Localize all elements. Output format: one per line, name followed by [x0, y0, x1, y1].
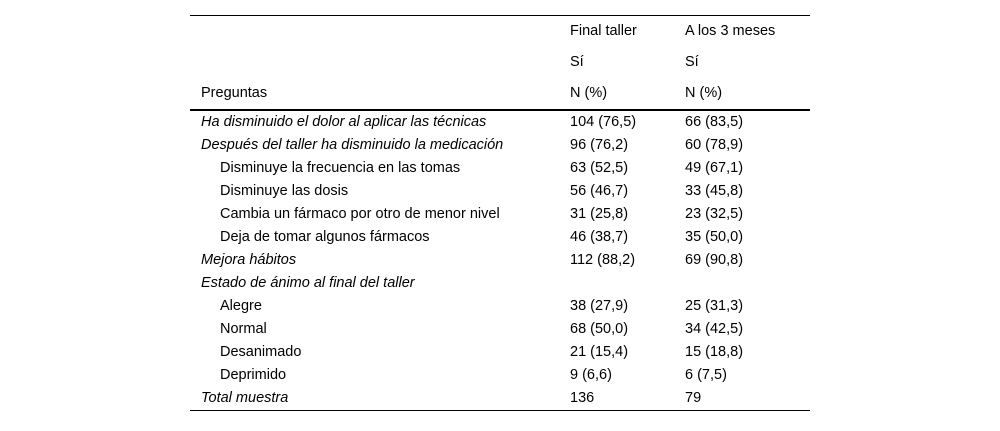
row-value-meses: [685, 272, 810, 295]
header-row-periods: [190, 16, 810, 48]
row-value-meses: 23 (32,5): [685, 206, 744, 222]
header-preguntas: Preguntas: [190, 78, 570, 110]
row-value-meses: 66 (83,5): [685, 114, 744, 130]
row-label: Total muestra: [190, 387, 570, 411]
table-row: [190, 364, 810, 387]
table-row: [190, 134, 810, 157]
row-value-meses: 35 (50,0): [685, 229, 744, 245]
row-label: Deprimido: [220, 367, 287, 383]
row-label: Disminuye la frecuencia en las tomas: [220, 160, 461, 176]
row-label: Deja de tomar algunos fármacos: [220, 229, 430, 245]
table-row: [190, 110, 810, 134]
table-row: [190, 180, 810, 203]
row-label: Ha disminuido el dolor al aplicar las técnicas: [201, 114, 487, 130]
row-value-final: 9 (6,6): [570, 367, 612, 383]
row-value-meses: 34 (42,5): [685, 321, 744, 337]
row-value-meses: 33 (45,8): [685, 183, 744, 199]
table-row: [190, 295, 810, 318]
header-si-final: Sí: [570, 54, 584, 70]
row-value-final: 56 (46,7): [570, 183, 629, 199]
row-value-meses: 6 (7,5): [685, 367, 727, 383]
header-final-taller: Final taller: [570, 16, 685, 48]
header-n-final: N (%): [570, 78, 685, 110]
row-value-final: 46 (38,7): [570, 229, 629, 245]
row-label: Estado de ánimo al final del taller: [201, 275, 415, 291]
row-label: Desanimado: [220, 344, 302, 360]
row-value-meses: 69 (90,8): [685, 252, 744, 268]
header-empty-cell: [190, 16, 570, 48]
table-row: [190, 318, 810, 341]
results-table: [190, 15, 810, 411]
row-label: Cambia un fármaco por otro de menor nivel: [220, 206, 500, 222]
row-value-final: 96 (76,2): [570, 137, 629, 153]
row-value-final: 136: [570, 387, 685, 411]
row-value-final: [570, 272, 685, 295]
row-value-meses: 60 (78,9): [685, 137, 744, 153]
table-row: [190, 249, 810, 272]
row-value-final: 21 (15,4): [570, 344, 629, 360]
table-header: [190, 16, 810, 111]
row-label: Disminuye las dosis: [220, 183, 349, 199]
row-value-final: 38 (27,9): [570, 298, 629, 314]
header-n-meses: N (%): [685, 78, 810, 110]
results-table-container: [190, 15, 810, 411]
table-row-total: [190, 387, 810, 411]
table-row: [190, 226, 810, 249]
header-row-units: [190, 78, 810, 110]
header-empty-cell: [190, 47, 570, 78]
row-value-final: 104 (76,5): [570, 114, 637, 130]
row-value-final: 68 (50,0): [570, 321, 629, 337]
row-value-final: 31 (25,8): [570, 206, 629, 222]
row-label: Mejora hábitos: [201, 252, 297, 268]
row-value-final: 63 (52,5): [570, 160, 629, 176]
table-row: [190, 157, 810, 180]
row-label: Después del taller ha disminuido la medicación: [201, 137, 504, 153]
table-row: [190, 341, 810, 364]
header-row-si: [190, 47, 810, 78]
row-value-meses: 79: [685, 387, 810, 411]
row-label: Alegre: [220, 298, 262, 314]
row-label: Normal: [220, 321, 267, 337]
row-value-final: 112 (88,2): [570, 252, 636, 268]
row-value-meses: 49 (67,1): [685, 160, 744, 176]
header-si-meses: Sí: [685, 54, 699, 70]
table-body: [190, 110, 810, 411]
header-a-los-3-meses: A los 3 meses: [685, 16, 810, 48]
table-row: [190, 203, 810, 226]
table-row: [190, 272, 810, 295]
row-value-meses: 25 (31,3): [685, 298, 744, 314]
row-value-meses: 15 (18,8): [685, 344, 744, 360]
